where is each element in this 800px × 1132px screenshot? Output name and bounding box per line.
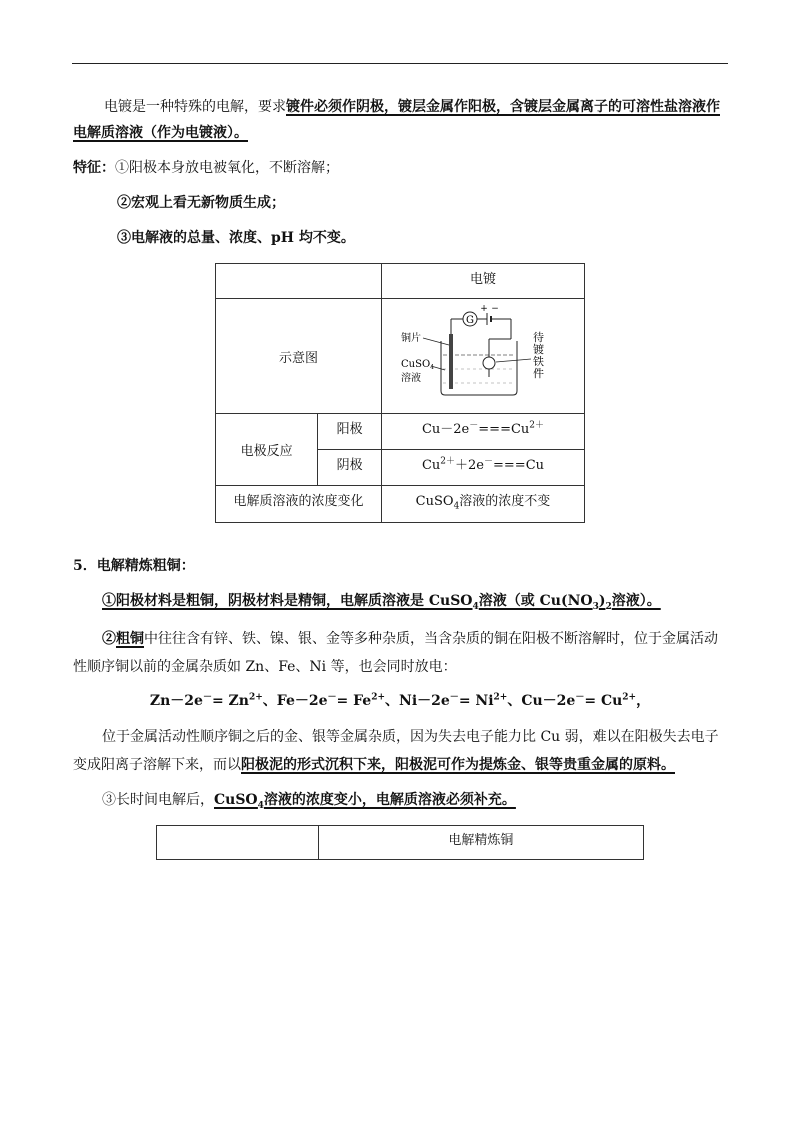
label-copper-sheet: 铜片 (401, 333, 421, 344)
impurity-equations: $Zn-2e^-= Zn^{2+}$、$Fe-2e^-= Fe^{2+}$、$Ni-2e^-= Ni^{2+}$、$Cu-2e^-= Cu^{2+}$， (149, 692, 651, 709)
electroplating-table (215, 263, 585, 523)
features-label: 特征： (73, 160, 115, 176)
header-rule (72, 63, 728, 64)
cathode-label: 阴极 (318, 450, 382, 486)
section5-p2-line1 (102, 629, 718, 649)
section5-p3-line1: 位于金属活动性顺序铜之后的金、银等金属杂质，因为失去电子能力比 Cu 弱，难以在阳极失去电子 (102, 729, 719, 745)
diagram-cell (382, 299, 585, 414)
table2-header: 电解精炼铜 (318, 826, 643, 860)
table1-corner-cell (216, 264, 382, 299)
anode-equation: $Cu-2e^-===Cu^{2+}$ (382, 414, 585, 450)
intro-emphasis-1: 镀件必须作阴极，镀层金属作阳极，含镀层金属离子的可溶性盐溶液作 (286, 99, 720, 115)
cathode-equation: $Cu^{2+}+2e^-===Cu$ (382, 450, 585, 486)
table2-corner-cell (157, 826, 319, 860)
label-item-2: 镀 (533, 343, 544, 356)
features-item-2: ②宏观上看无新物质生成； (117, 195, 285, 211)
leader-item (496, 359, 531, 362)
p2-mark: ② (102, 631, 116, 647)
section5-p1: ①阳极材料是粗铜，阴极材料是精铜，电解质溶液是 CuSO$_4$溶液（或 $Cu(NO_3)_2$溶液）。 (102, 593, 661, 612)
intro-line-1 (104, 97, 720, 117)
p4-emphasis: CuSO$_4$溶液的浓度变小，电解质溶液必须补充。 (214, 792, 516, 811)
intro-prefix: 电镀是一种特殊的电解，要求 (104, 99, 286, 115)
battery-plus: + (480, 304, 488, 314)
label-item-4: 件 (533, 367, 544, 380)
intro-emphasis-2: 电解质溶液（作为电镀液）。 (73, 125, 248, 141)
galvanometer-label: G (466, 315, 474, 326)
label-item-1: 待 (533, 331, 544, 344)
section5-p3-line2: 变成阳离子溶解下来，而以阳极泥的形式沉积下来，阳极泥可作为提炼金、银等贵重金属的原料。 (73, 757, 675, 773)
label-solution: 溶液 (401, 373, 421, 384)
copper-electrode-icon (449, 334, 453, 389)
section5-title: 5．电解精炼粗铜： (73, 558, 195, 574)
p3-emphasis: 阳极泥的形式沉积下来，阳极泥可作为提炼金、银等贵重金属的原料。 (241, 757, 675, 773)
table1-header: 电镀 (382, 264, 585, 299)
leader-copper (423, 338, 449, 345)
battery-minus: − (491, 304, 499, 314)
p2-keyword: 粗铜 (116, 631, 144, 647)
label-cuso4: CuSO$_4$ (401, 359, 434, 371)
refining-table (156, 825, 644, 860)
features-line (73, 158, 339, 178)
p2-rest: 中往往含有锌、铁、镍、银、金等多种杂质，当含杂质的铜在阳极不断溶解时，位于金属活动 (144, 631, 718, 647)
anode-label: 阳极 (318, 414, 382, 450)
iron-item-icon (483, 357, 495, 369)
concentration-value: CuSO$_4$溶液的浓度不变 (382, 486, 585, 523)
diagram-label: 示意图 (216, 299, 382, 414)
electrode-reaction-label: 电极反应 (216, 414, 318, 486)
electroplating-diagram (383, 299, 583, 409)
section5-p4: ③长时间电解后，CuSO$_4$溶液的浓度变小，电解质溶液必须补充。 (102, 792, 516, 811)
section5-p2-line2: 性顺序铜以前的金属杂质如 Zn、Fe、Ni 等，也会同时放电： (73, 659, 457, 675)
label-item-3: 铁 (533, 355, 544, 368)
concentration-label: 电解质溶液的浓度变化 (216, 486, 382, 523)
features-item-1: ①阳极本身放电被氧化，不断溶解； (115, 160, 339, 176)
features-item-3: ③电解液的总量、浓度、pH 均不变。 (117, 230, 355, 246)
